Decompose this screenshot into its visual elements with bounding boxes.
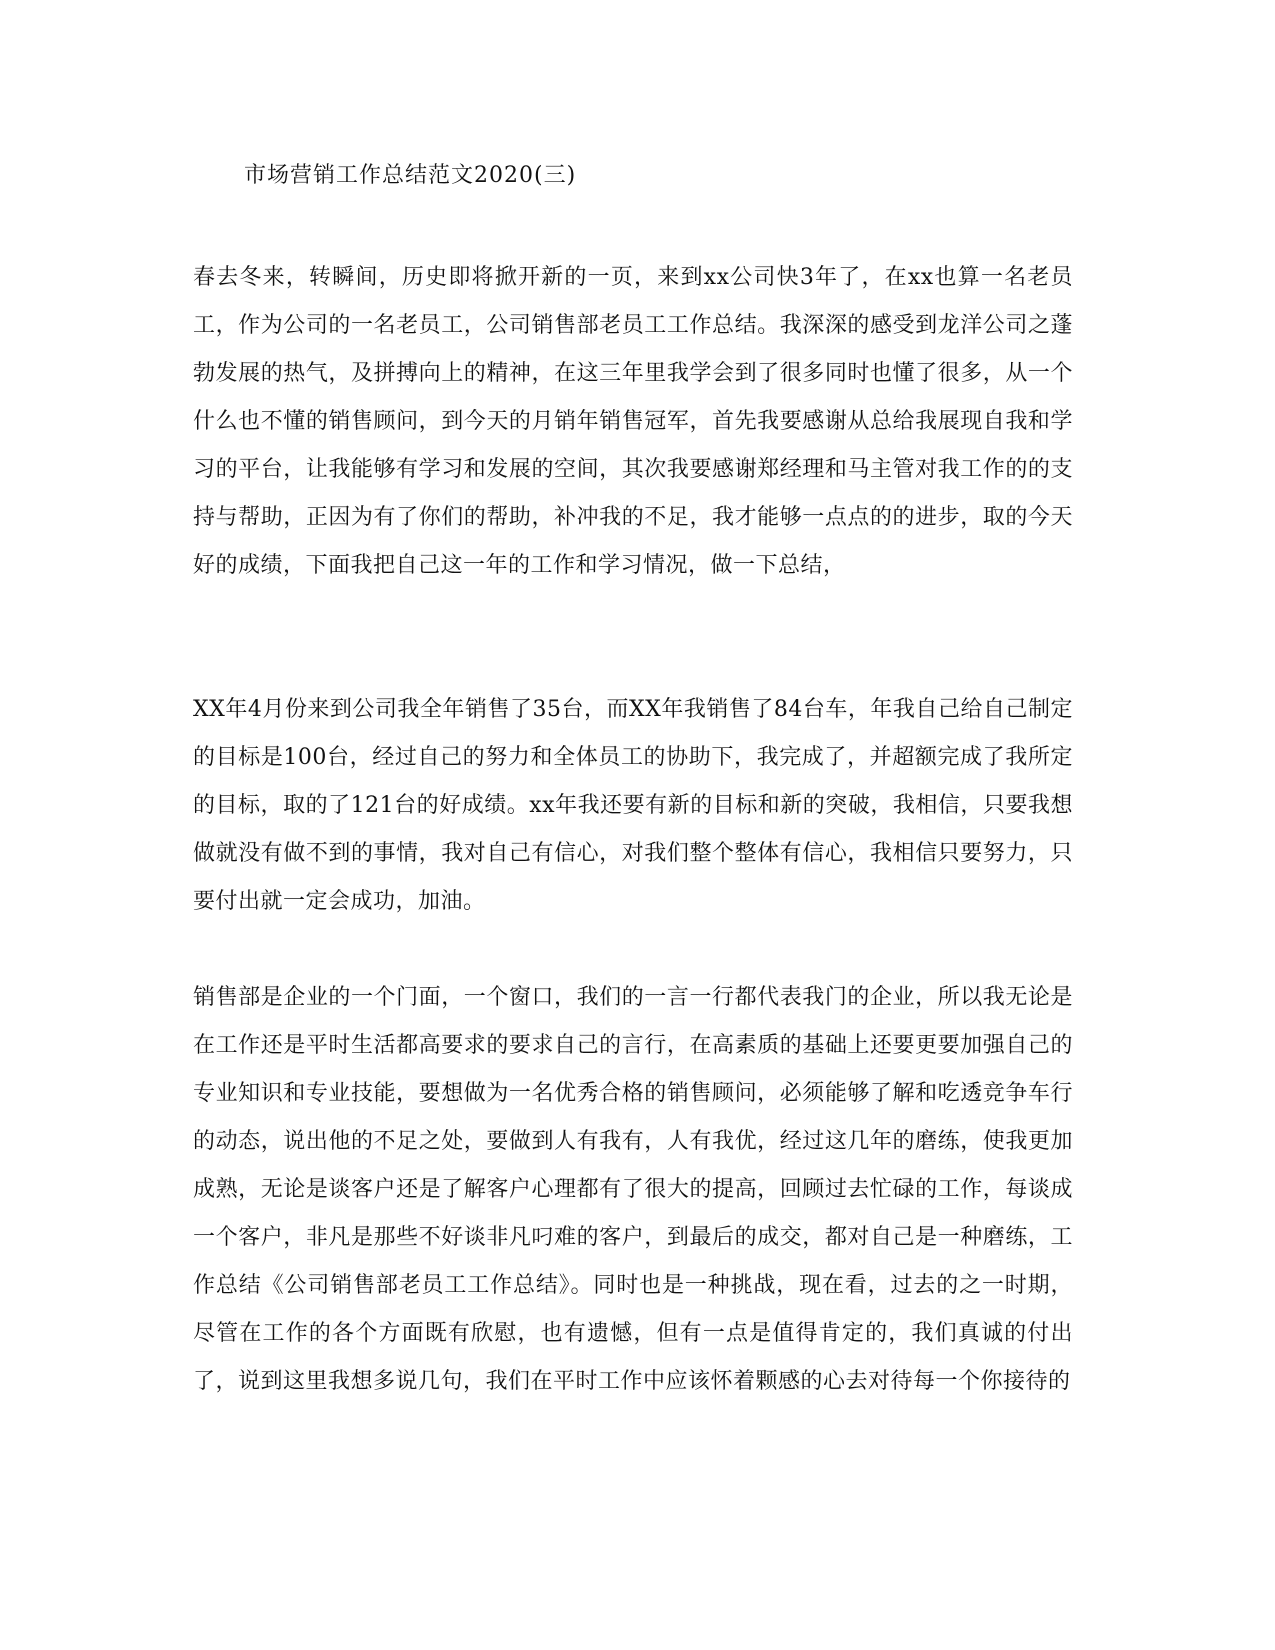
paragraph-3: 销售部是企业的一个门面，一个窗口，我们的一言一行都代表我门的企业，所以我无论是在工作还是平时生活都高要求的要求自己的言行，在高素质的基础上还要更要加强自己的专业知识和专业技能，要想做为一名优秀合格的销售顾问，必须能够了解和吃透竞争车行的动态，说出他的不足之处，要做到人有我有，人有我优，经过这几年的磨练，使我更加成熟，无论是谈客户还是了解客户心理都有了很大的提高，回顾过去忙碌的工作，每谈成一个客户，非凡是那些不好谈非凡叼难的客户，到最后的成交，都对自己是一种磨练，工作总结《公司销售部老员工工作总结》。同时也是一种挑战，现在看，过去的之一时期，尽管在工作的各个方面既有欣慰，也有遗憾，但有一点是值得肯定的，我们真诚的付出了，说到这里我想多说几句，我们在平时工作中应该怀着颗感的心去对待每一个你接待的 [193, 985, 1073, 1394]
paragraph-1: 春去冬来，转瞬间，历史即将掀开新的一页，来到xx公司快3年了，在xx也算一名老员工，作为公司的一名老员工，公司销售部老员工工作总结。我深深的感受到龙洋公司之蓬勃发展的热气，及拼搏向上的精神，在这三年里我学会到了很多同时也懂了很多，从一个什么也不懂的销售顾问，到今天的月销年销售冠军，首先我要感谢从总给我展现自我和学习的平台，让我能够有学习和发展的空间，其次我要感谢郑经理和马主管对我工作的的支持与帮助，正因为有了你们的帮助，补冲我的不足，我才能够一点点的的进步，取的今天好的成绩，下面我把自己这一年的工作和学习情况，做一下总结， [193, 265, 1073, 578]
document-title: 市场营销工作总结范文2020(三) [244, 163, 577, 188]
paragraph-2: XX年4月份来到公司我全年销售了35台，而XX年我销售了84台车，年我自己给自己制定的目标是100台，经过自己的努力和全体员工的协助下，我完成了，并超额完成了我所定的目标，取的了121台的好成绩。xx年我还要有新的目标和新的突破，我相信，只要我想做就没有做不到的事情，我对自己有信心，对我们整个整体有信心，我相信只要努力，只要付出就一定会成功，加油。 [193, 697, 1073, 914]
